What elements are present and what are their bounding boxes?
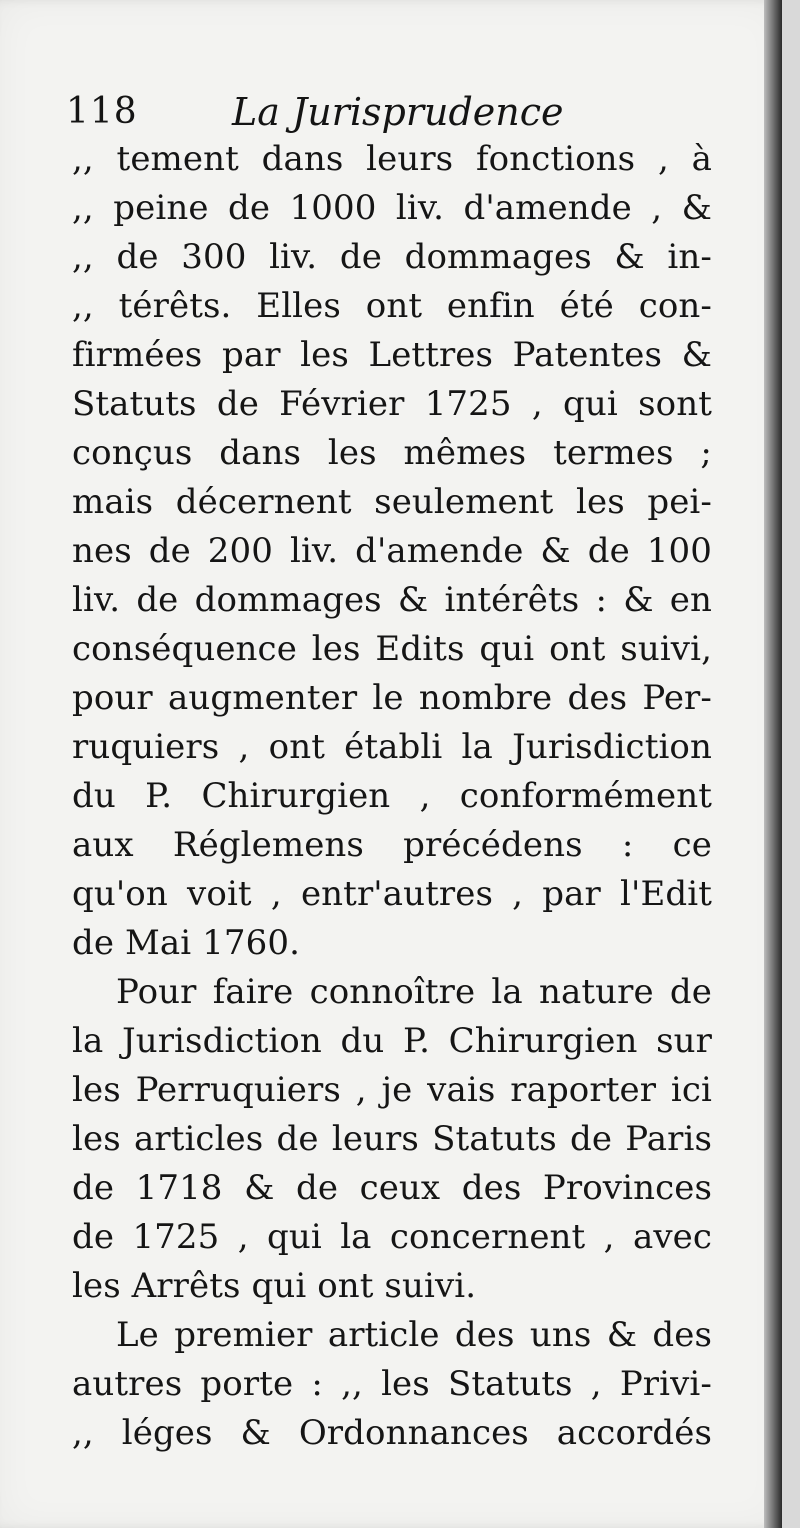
body-text xyxy=(72,135,712,1458)
text-line: qu'on voit , entr'autres , par l'Edit xyxy=(72,874,712,914)
text-line: les Arrêts qui ont suivi. xyxy=(72,1266,477,1306)
page-number: 118 xyxy=(66,91,138,132)
text-line: mais décernent seulement les pei- xyxy=(72,482,712,522)
running-title: La Jurisprudence xyxy=(232,90,564,134)
text-line: nes de 200 liv. d'amende & de 100 xyxy=(72,531,712,571)
text-line: aux Réglemens précédens : ce xyxy=(72,825,712,865)
text-line: la Jurisdiction du P. Chirurgien sur xyxy=(72,1021,712,1061)
text-line: Statuts de Février 1725 , qui sont xyxy=(72,384,712,424)
text-line: conçus dans les mêmes termes ; xyxy=(72,433,712,473)
text-line: les Perruquiers , je vais raporter ici xyxy=(72,1070,712,1110)
text-line: ,, de 300 liv. de dommages & in- xyxy=(72,237,712,277)
text-line: ,, térêts. Elles ont enfin été con- xyxy=(72,286,712,326)
text-line: Le premier article des uns & des xyxy=(116,1315,712,1355)
text-line: ,, léges & Ordonnances accordés xyxy=(72,1413,712,1453)
text-line: de Mai 1760. xyxy=(72,923,300,963)
text-line: ruquiers , ont établi la Jurisdiction xyxy=(72,727,712,767)
text-line: firmées par les Lettres Patentes & xyxy=(72,335,712,375)
text-line: pour augmenter le nombre des Per- xyxy=(72,678,712,718)
text-line: du P. Chirurgien , conformément xyxy=(72,776,712,816)
text-line: les articles de leurs Statuts de Paris xyxy=(72,1119,712,1159)
text-line: conséquence les Edits qui ont suivi, xyxy=(72,629,712,669)
text-line: de 1718 & de ceux des Provinces xyxy=(72,1168,712,1208)
page-header xyxy=(66,84,716,140)
text-line: autres porte : ,, les Statuts , Privi- xyxy=(72,1364,712,1404)
text-line: Pour faire connoître la nature de xyxy=(116,972,712,1012)
text-line: ,, peine de 1000 liv. d'amende , & xyxy=(72,188,712,228)
page-edge xyxy=(764,0,782,1528)
text-line: de 1725 , qui la concernent , avec xyxy=(72,1217,712,1257)
text-line: ,, tement dans leurs fonctions , à xyxy=(72,139,712,179)
text-line: liv. de dommages & intérêts : & en xyxy=(72,580,712,620)
